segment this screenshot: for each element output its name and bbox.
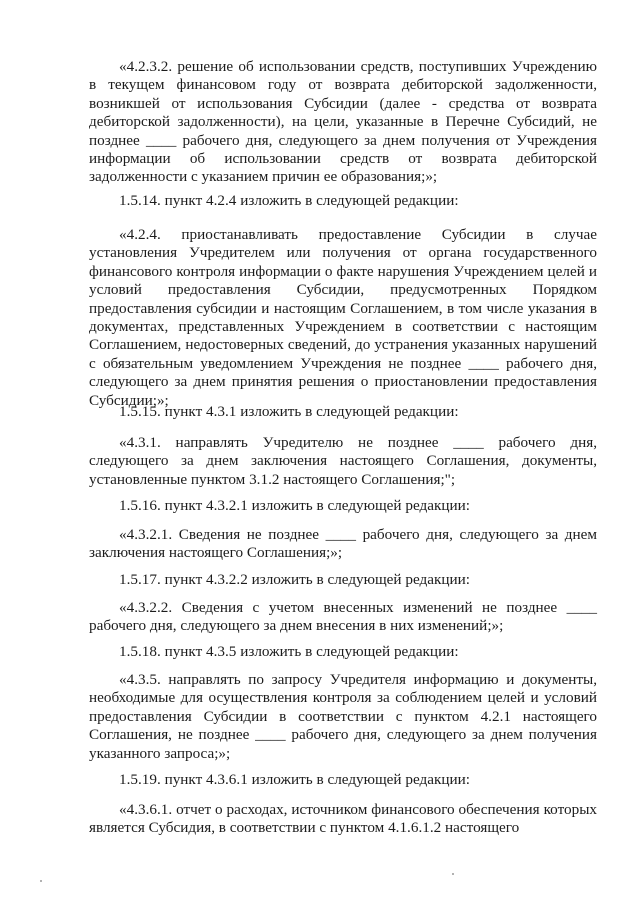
heading-1-5-14 bbox=[89, 192, 597, 210]
paragraph-4-3-1 bbox=[89, 434, 597, 489]
paragraph-4-3-5 bbox=[89, 671, 597, 763]
paragraph-4-3-2-2 bbox=[89, 599, 597, 636]
paragraph-4-3-6-1 bbox=[89, 801, 597, 838]
heading-1-5-19 bbox=[89, 771, 597, 789]
paragraph-text: «4.3.6.1. отчет о расходах, источником финансового обеспечения которых является Субсидия, в соответствии с пунктом 4.1.6.1.2 настоящего bbox=[89, 801, 597, 837]
heading-1-5-18 bbox=[89, 643, 597, 661]
paragraph-text: 1.5.16. пункт 4.3.2.1 изложить в следующей редакции: bbox=[119, 497, 470, 514]
paragraph-text: «4.2.3.2. решение об использовании средств, поступивших Учреждению в текущем финансовом году от возврата дебиторской задолженности, возникшей от использования Субсидии (далее - средства от возврата дебиторской задолженности), на цели, указанные в Перечне Субсидий, не позднее ____ рабочего дня, следующего за днем получения от Учреждения информации об использовании средств от возврата дебиторской задолженности с указанием причин ее образования;»; bbox=[89, 58, 597, 186]
heading-1-5-17 bbox=[89, 571, 597, 589]
paragraph-text: «4.3.2.2. Сведения с учетом внесенных изменений не позднее ____ рабочего дня, следующего за днем внесения в них изменений;»; bbox=[89, 599, 597, 635]
paragraph-4-3-2-1 bbox=[89, 526, 597, 563]
paragraph-text: «4.3.1. направлять Учредителю не позднее ____ рабочего дня, следующего за днем заключения настоящего Соглашения, документы, установленные пунктом 3.1.2 настоящего Соглашения;"; bbox=[89, 434, 597, 488]
paragraph-4-2-3-2 bbox=[89, 58, 597, 187]
scan-speck bbox=[40, 880, 42, 882]
paragraph-text: 1.5.17. пункт 4.3.2.2 изложить в следующей редакции: bbox=[119, 571, 470, 588]
heading-1-5-15 bbox=[89, 403, 597, 421]
paragraph-text: «4.2.4. приостанавливать предоставление Субсидии в случае установления Учредителем или получения от органа государственного финансового контроля информации о факте нарушения Учреждением целей и условий предоставления Субсидии, предусмотренных Порядком предоставления субсидии и настоящим Соглашением, в том числе указания в документах, представленных Учреждением в соответствии с настоящим Соглашением, недостоверных сведений, до устранения указанных нарушений с обязательным уведомлением Учреждения не позднее ____ рабочего дня, следующего за днем принятия решения о приостановлении предоставления Субсидии;»; bbox=[89, 226, 597, 409]
heading-1-5-16 bbox=[89, 497, 597, 515]
scan-speck bbox=[452, 873, 454, 875]
paragraph-text: 1.5.14. пункт 4.2.4 изложить в следующей редакции: bbox=[119, 192, 459, 209]
paragraph-text: 1.5.19. пункт 4.3.6.1 изложить в следующей редакции: bbox=[119, 771, 470, 788]
paragraph-text: «4.3.2.1. Сведения не позднее ____ рабочего дня, следующего за днем заключения настоящего Соглашения;»; bbox=[89, 526, 597, 562]
paragraph-text: «4.3.5. направлять по запросу Учредителя информацию и документы, необходимые для осуществления контроля за соблюдением целей и условий предоставления Субсидии в соответствии с пунктом 4.2.1 настоящего Соглашения, не позднее ____ рабочего дня, следующего за днем получения указанного запроса;»; bbox=[89, 671, 597, 762]
paragraph-4-2-4 bbox=[89, 226, 597, 410]
paragraph-text: 1.5.15. пункт 4.3.1 изложить в следующей редакции: bbox=[119, 403, 459, 420]
paragraph-text: 1.5.18. пункт 4.3.5 изложить в следующей редакции: bbox=[119, 643, 459, 660]
